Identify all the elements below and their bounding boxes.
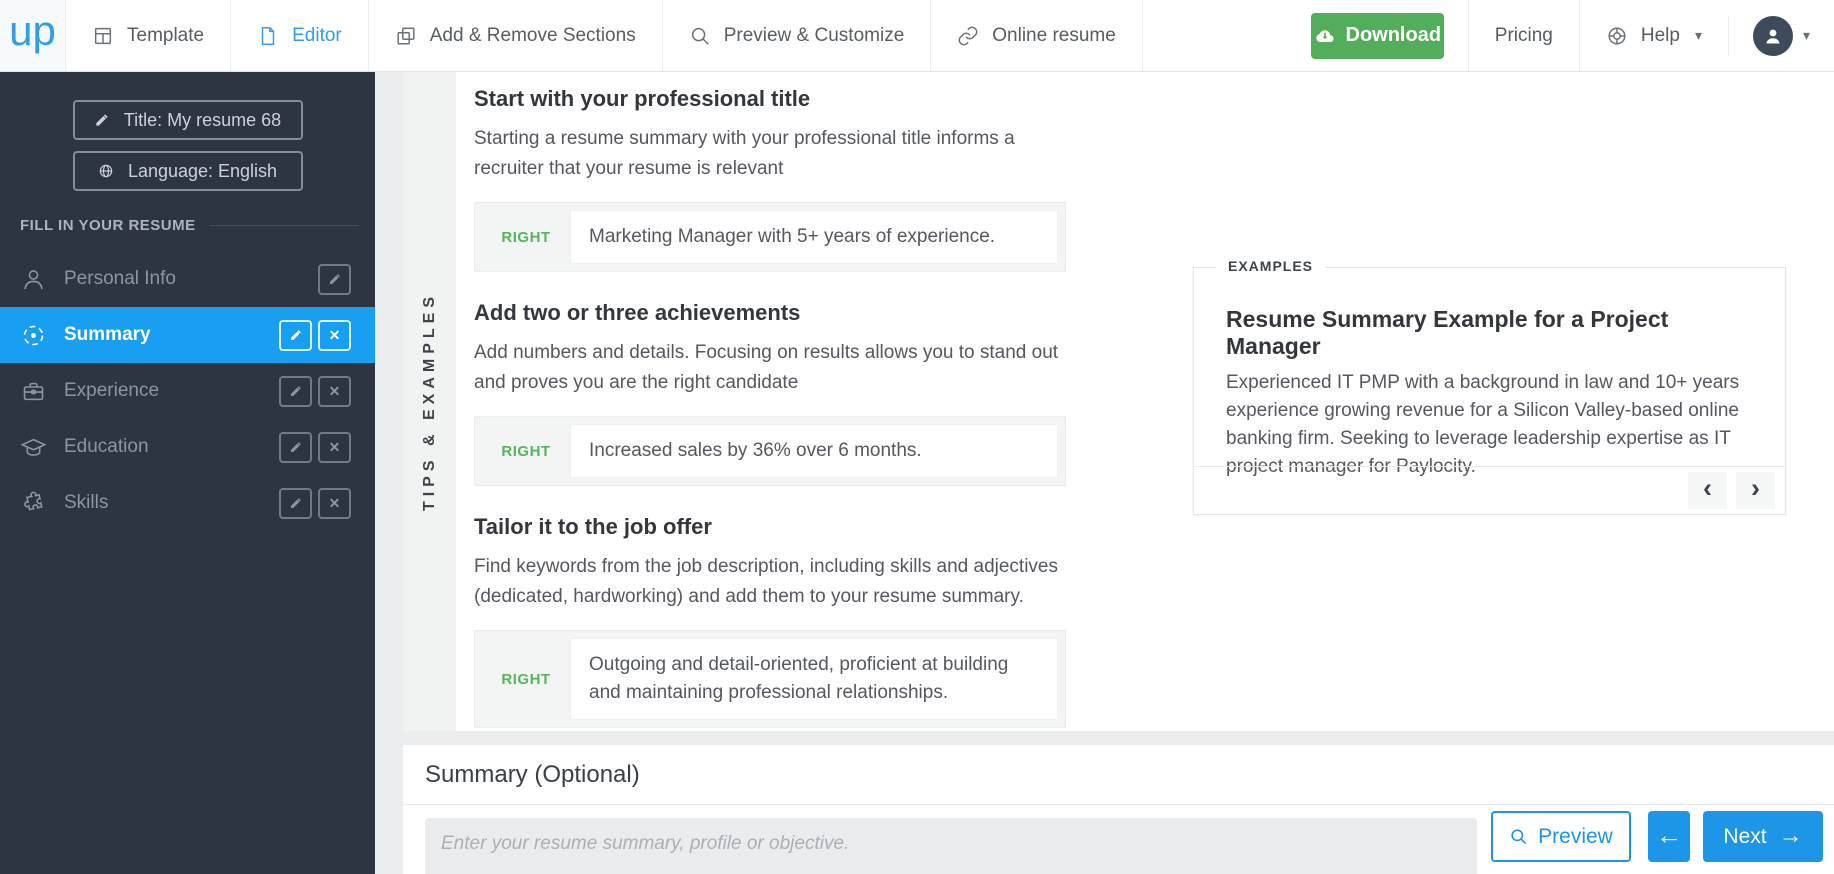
edit-section-button[interactable] [279,488,312,519]
tip-body: Starting a resume summary with your professional title informs a recruiter that your resume is relevant [474,128,1015,179]
arrow-right-icon: → [1778,821,1803,849]
examples-card-label: EXAMPLES [1216,258,1325,274]
close-icon: ✕ [328,494,341,511]
pencil-icon [289,440,303,454]
examples-card-body [1194,268,1785,481]
pencil-icon [289,328,303,342]
avatar [1753,16,1793,56]
nav-pricing-label: Pricing [1494,24,1553,46]
close-icon: ✕ [328,438,341,455]
preview-button[interactable] [1491,811,1631,862]
tips-content [474,86,1066,756]
footer-actions [1491,811,1823,862]
examples-carousel [1194,466,1785,514]
example-sentence: Marketing Manager with 5+ years of experience. [589,226,996,247]
back-button[interactable] [1648,811,1690,862]
download-button[interactable] [1311,13,1444,59]
edit-section-button[interactable] [279,376,312,407]
app-logo[interactable]: up [0,0,66,71]
edit-section-button[interactable] [279,320,312,351]
nav-add-remove-sections[interactable] [369,0,663,71]
resume-sections-list [0,251,375,531]
chevron-left-icon: ‹ [1703,473,1712,503]
example-text [570,210,1058,264]
edit-section-button[interactable] [318,264,351,295]
language-label: Language: English [127,160,278,181]
summary-textarea[interactable] [425,818,1477,874]
right-example-box [474,416,1066,486]
life-ring-icon [1606,25,1628,47]
document-icon [257,25,279,47]
example-sentence: Outgoing and detail-oriented, proficient at building and maintaining professional relationships. [589,654,1009,703]
sidebar-item-skills[interactable] [0,475,375,531]
pencil-icon [289,384,303,398]
top-navbar [0,0,1834,72]
example-text [570,638,1058,720]
remove-section-button[interactable] [318,488,351,519]
sidebar-item-summary[interactable] [0,307,375,363]
right-badge: RIGHT [501,228,551,246]
copy-sections-icon [395,25,417,47]
chevron-right-icon: › [1751,473,1760,503]
edit-section-button[interactable] [279,432,312,463]
divider [210,225,359,226]
next-label: Next [1723,824,1767,848]
nav-template-label: Template [127,24,205,46]
sidebar-item-experience[interactable] [0,363,375,419]
search-icon [1509,827,1528,846]
tip-body: Add numbers and details. Focusing on results allows you to stand out and proves you are the right candidate [474,342,1059,393]
next-button[interactable] [1703,811,1823,862]
fill-in-your-resume-label [20,217,359,234]
fill-in-your-resume-text: FILL IN YOUR RESUME [20,217,196,234]
tip-heading: Add two or three achievements [474,300,801,325]
tips-panel [403,72,1834,731]
download-label: Download [1345,24,1442,46]
tip-section [474,300,1066,486]
sidebar-item-label: Experience [64,380,160,401]
remove-section-button[interactable] [318,432,351,463]
example-text [570,424,1058,478]
nav-pricing[interactable] [1468,0,1579,71]
sidebar-item-label: Education [64,436,149,457]
sidebar-item-label: Personal Info [64,268,176,289]
pencil-icon [94,112,110,128]
tips-examples-tab[interactable] [403,72,456,731]
target-icon [20,322,47,349]
nav-template[interactable] [66,0,231,71]
briefcase-icon [20,378,47,405]
sidebar [0,72,375,874]
language-button[interactable] [73,151,303,191]
globe-icon [98,163,114,179]
remove-section-button[interactable] [318,320,351,351]
nav-help-label: Help [1640,24,1680,46]
tip-heading: Tailor it to the job offer [474,514,712,539]
template-icon [92,25,114,47]
close-icon: ✕ [328,326,341,343]
search-icon [689,25,711,47]
nav-editor[interactable] [231,0,369,71]
caret-down-icon: ▾ [1694,27,1702,43]
pencil-icon [328,272,342,286]
resume-title-label: Title: My resume 68 [123,109,282,130]
sidebar-item-personal-info[interactable] [0,251,375,307]
pencil-icon [289,496,303,510]
caret-down-icon: ▾ [1802,27,1810,43]
arrow-left-icon: ← [1656,819,1682,850]
summary-form-heading: Summary (Optional) [403,745,1834,805]
tip-section [474,514,1066,728]
carousel-next-button[interactable] [1736,472,1775,509]
tip-body: Find keywords from the job description, including skills and adjectives (dedicated, hardworking) and add them to your resume summary. [474,556,1058,607]
right-example-box [474,630,1066,728]
nav-preview-customize[interactable] [663,0,932,71]
nav-online-resume[interactable] [931,0,1143,71]
user-menu[interactable] [1728,16,1834,56]
sidebar-item-label: Skills [64,492,109,513]
right-example-box [474,202,1066,272]
nav-add-remove-label: Add & Remove Sections [429,24,636,46]
nav-help[interactable] [1579,0,1728,71]
person-icon [20,266,47,293]
sidebar-item-education[interactable] [0,419,375,475]
nav-online-resume-label: Online resume [992,24,1116,46]
tip-heading: Start with your professional title [474,86,811,111]
cloud-download-icon [1314,25,1336,47]
link-icon [957,25,979,47]
close-icon: ✕ [328,382,341,399]
carousel-prev-button[interactable] [1688,472,1727,509]
example-card-text: Experienced IT PMP with a background in law and 10+ years experience growing revenue for a Silicon Valley-based online banking firm. Seeking to leverage leadership expertise as IT project manager for Paylocity. [1226,372,1740,477]
example-card-heading: Resume Summary Example for a Project Manager [1226,306,1669,359]
right-badge: RIGHT [501,442,551,460]
tips-tab-label: TIPS & EXAMPLES [420,291,438,512]
preview-label: Preview [1538,824,1613,848]
puzzle-icon [20,490,47,517]
tip-section [474,86,1066,272]
examples-card [1193,258,1786,515]
graduation-cap-icon [20,434,47,461]
example-sentence: Increased sales by 36% over 6 months. [589,440,922,461]
navbar-right [1311,0,1834,71]
nav-preview-customize-label: Preview & Customize [723,24,905,46]
remove-section-button[interactable] [318,376,351,407]
user-icon [1761,24,1785,48]
sidebar-item-label: Summary [64,324,151,345]
resume-title-button[interactable] [73,100,303,140]
right-badge: RIGHT [501,670,551,688]
nav-editor-label: Editor [292,24,342,46]
